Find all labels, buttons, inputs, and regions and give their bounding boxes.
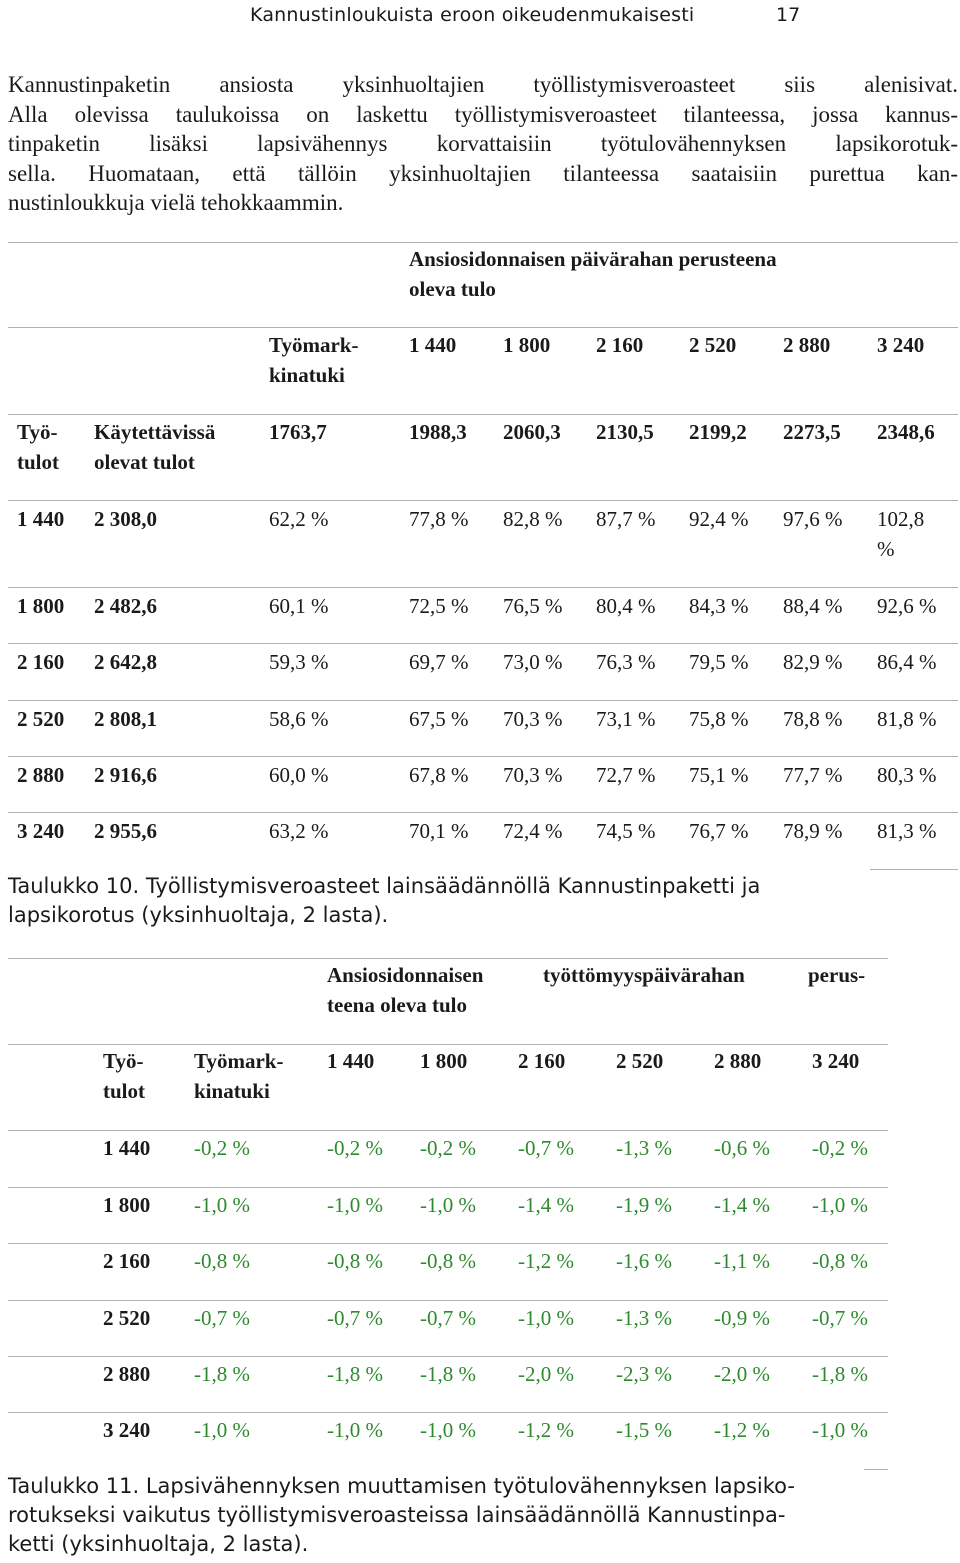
row-work-income: 2 880 xyxy=(103,1362,151,1386)
available-income-value: 1988,3 xyxy=(409,420,467,444)
row-work-income: 2 520 xyxy=(103,1306,151,1330)
rate-cell: 80,4 % xyxy=(596,594,656,618)
rate-cell: 82,9 % xyxy=(783,650,843,674)
available-income-value: 2273,5 xyxy=(783,420,841,444)
table-rule xyxy=(864,1469,888,1470)
change-cell: -1,2 % xyxy=(518,1249,574,1273)
rate-cell: 97,6 % xyxy=(783,507,843,531)
caption-line: lapsikorotus (yksinhuoltaja, 2 lasta). xyxy=(8,903,389,927)
row-work-income: 3 240 xyxy=(103,1418,151,1442)
table-rule xyxy=(8,1243,888,1244)
rate-cell: 88,4 % xyxy=(783,594,843,618)
rate-cell: 86,4 % xyxy=(877,650,937,674)
change-cell: -1,8 % xyxy=(420,1362,476,1386)
change-cell: -1,8 % xyxy=(327,1362,383,1386)
income-column-header: 1 800 xyxy=(503,333,551,357)
rate-cell: 78,8 % xyxy=(783,707,843,731)
table-rule xyxy=(8,1300,888,1301)
rate-cell: 67,5 % xyxy=(409,707,469,731)
income-column-header: 2 880 xyxy=(714,1049,762,1073)
row-work-income: 1 440 xyxy=(17,507,65,531)
row-work-income: 1 800 xyxy=(103,1193,151,1217)
income-column-header: 2 520 xyxy=(689,333,737,357)
row-work-income: 1 800 xyxy=(17,594,65,618)
income-column-header: 2 160 xyxy=(596,333,644,357)
rate-cell: 72,7 % xyxy=(596,763,656,787)
rate-cell: 79,5 % xyxy=(689,650,749,674)
tmt-rate: 58,6 % xyxy=(269,707,329,731)
tmt-change: -0,2 % xyxy=(194,1136,250,1160)
available-income-value: 2348,6 xyxy=(877,420,935,444)
body-line: Kannustinpaketin ansiosta yksinhuoltajien työllistymisveroasteet siis alenisivat. xyxy=(8,72,958,97)
tmt-rate: 62,2 % xyxy=(269,507,329,531)
body-line: Alla olevissa taulukoissa on laskettu työllistymisveroasteet tilanteessa, jossa kannus- xyxy=(8,101,958,127)
row-header-work-income: tulot xyxy=(103,1079,145,1103)
rate-cell: 76,7 % xyxy=(689,819,749,843)
table-rule xyxy=(8,1187,888,1188)
table-rule xyxy=(8,1130,888,1131)
column-group-header: perus- xyxy=(808,963,866,987)
change-cell: -0,7 % xyxy=(518,1136,574,1160)
rate-cell: 81,8 % xyxy=(877,707,937,731)
tmt-change: -1,0 % xyxy=(194,1418,250,1442)
row-available-income: 2 916,6 xyxy=(94,763,157,787)
column-group-header: työttömyyspäivärahan xyxy=(543,963,745,987)
column-group-header: Ansiosidonnaisen päivärahan perusteena xyxy=(409,247,777,271)
rate-cell: 73,0 % xyxy=(503,650,563,674)
rate-cell: 73,1 % xyxy=(596,707,656,731)
income-column-header: 3 240 xyxy=(812,1049,860,1073)
caption-line: rotukseksi vaikutus työllistymisveroasteissa lainsäädännöllä Kannustinpa- xyxy=(8,1503,786,1527)
tmt-available-income: 1763,7 xyxy=(269,420,327,444)
rate-cell: 77,8 % xyxy=(409,507,469,531)
rate-cell: 87,7 % xyxy=(596,507,656,531)
rate-cell: 84,3 % xyxy=(689,594,749,618)
row-available-income: 2 642,8 xyxy=(94,650,157,674)
change-cell: -1,3 % xyxy=(616,1306,672,1330)
column-group-header: Ansiosidonnaisen xyxy=(327,963,484,987)
change-cell: -1,6 % xyxy=(616,1249,672,1273)
row-header-available-income: olevat tulot xyxy=(94,450,195,474)
running-title: Kannustinloukuista eroon oikeudenmukaisesti xyxy=(250,4,695,26)
rate-cell: 77,7 % xyxy=(783,763,843,787)
change-cell: -0,7 % xyxy=(327,1306,383,1330)
tmt-rate: 60,1 % xyxy=(269,594,329,618)
row-header-available-income: Käytettävissä xyxy=(94,420,216,444)
tmt-change: -0,7 % xyxy=(194,1306,250,1330)
change-cell: -1,0 % xyxy=(812,1193,868,1217)
change-cell: -1,1 % xyxy=(714,1249,770,1273)
row-work-income: 3 240 xyxy=(17,819,65,843)
income-column-header: 3 240 xyxy=(877,333,925,357)
table-rule xyxy=(8,1044,888,1045)
available-income-value: 2130,5 xyxy=(596,420,654,444)
change-cell: -1,0 % xyxy=(518,1306,574,1330)
change-cell: -1,0 % xyxy=(420,1193,476,1217)
change-cell: -1,3 % xyxy=(616,1136,672,1160)
column-group-header: teena oleva tulo xyxy=(327,993,467,1017)
income-column-header: 2 520 xyxy=(616,1049,664,1073)
caption-line: Taulukko 11. Lapsivähennyksen muuttamisen työtulovähennyksen lapsiko- xyxy=(8,1474,795,1498)
table-rule xyxy=(8,958,888,959)
tmt-rate: 59,3 % xyxy=(269,650,329,674)
tmt-rate: 63,2 % xyxy=(269,819,329,843)
change-cell: -0,8 % xyxy=(420,1249,476,1273)
change-cell: -2,3 % xyxy=(616,1362,672,1386)
body-line: tinpaketin lisäksi lapsivähennys korvattaisiin työtulovähennyksen lapsikorotuk- xyxy=(8,131,958,156)
rate-cell: 75,8 % xyxy=(689,707,749,731)
rate-cell: 74,5 % xyxy=(596,819,656,843)
row-available-income: 2 482,6 xyxy=(94,594,157,618)
rate-cell: 92,4 % xyxy=(689,507,749,531)
column-header-tmt: Työmark- xyxy=(269,333,359,357)
row-work-income: 2 880 xyxy=(17,763,65,787)
change-cell: -0,8 % xyxy=(327,1249,383,1273)
change-cell: -0,8 % xyxy=(812,1249,868,1273)
rate-cell: 102,8 xyxy=(877,507,925,531)
rate-cell: 76,5 % xyxy=(503,594,563,618)
change-cell: -0,7 % xyxy=(812,1306,868,1330)
change-cell: -2,0 % xyxy=(714,1362,770,1386)
table-rule xyxy=(8,1412,888,1413)
change-cell: -1,0 % xyxy=(327,1418,383,1442)
rate-cell: 75,1 % xyxy=(689,763,749,787)
table-11-caption xyxy=(8,1472,868,1559)
change-cell: -1,9 % xyxy=(616,1193,672,1217)
row-available-income: 2 308,0 xyxy=(94,507,157,531)
row-work-income: 2 160 xyxy=(17,650,65,674)
rate-cell: 78,9 % xyxy=(783,819,843,843)
income-column-header: 2 880 xyxy=(783,333,831,357)
row-available-income: 2 955,6 xyxy=(94,819,157,843)
tmt-change: -0,8 % xyxy=(194,1249,250,1273)
change-cell: -1,2 % xyxy=(714,1418,770,1442)
rate-cell: 70,3 % xyxy=(503,763,563,787)
row-header-work-income: tulot xyxy=(17,450,59,474)
tmt-change: -1,8 % xyxy=(194,1362,250,1386)
change-cell: -1,4 % xyxy=(518,1193,574,1217)
tmt-change: -1,0 % xyxy=(194,1193,250,1217)
change-cell: -1,4 % xyxy=(714,1193,770,1217)
column-header-tmt: Työmark- xyxy=(194,1049,284,1073)
rate-cell: 81,3 % xyxy=(877,819,937,843)
rate-cell: 67,8 % xyxy=(409,763,469,787)
row-work-income: 1 440 xyxy=(103,1136,151,1160)
change-cell: -0,2 % xyxy=(812,1136,868,1160)
change-cell: -0,2 % xyxy=(420,1136,476,1160)
change-cell: -1,2 % xyxy=(518,1418,574,1442)
income-column-header: 1 440 xyxy=(327,1049,375,1073)
change-cell: -0,2 % xyxy=(327,1136,383,1160)
body-line: nustinloukkuja vielä tehokkaammin. xyxy=(8,190,344,215)
income-column-header: 2 160 xyxy=(518,1049,566,1073)
column-group-header: oleva tulo xyxy=(409,277,496,301)
body-line: sella. Huomataan, että tällöin yksinhuoltajien tilanteessa saataisiin purettua kan- xyxy=(8,160,958,186)
rate-cell: 70,1 % xyxy=(409,819,469,843)
change-cell: -0,7 % xyxy=(420,1306,476,1330)
rate-cell: 76,3 % xyxy=(596,650,656,674)
available-income-value: 2060,3 xyxy=(503,420,561,444)
rate-cell: 70,3 % xyxy=(503,707,563,731)
table-rule xyxy=(8,1356,888,1357)
rate-cell: 80,3 % xyxy=(877,763,937,787)
column-header-tmt: kinatuki xyxy=(194,1079,270,1103)
caption-line: ketti (yksinhuoltaja, 2 lasta). xyxy=(8,1532,309,1556)
change-cell: -1,5 % xyxy=(616,1418,672,1442)
change-cell: -0,6 % xyxy=(714,1136,770,1160)
tmt-rate: 60,0 % xyxy=(269,763,329,787)
rate-cell: 72,4 % xyxy=(503,819,563,843)
change-cell: -1,8 % xyxy=(812,1362,868,1386)
change-cell: -1,0 % xyxy=(420,1418,476,1442)
rate-cell: 92,6 % xyxy=(877,594,937,618)
caption-line: Taulukko 10. Työllistymisveroasteet lainsäädännöllä Kannustinpaketti ja xyxy=(8,874,761,898)
column-header-tmt: kinatuki xyxy=(269,363,345,387)
rate-cell: 72,5 % xyxy=(409,594,469,618)
rate-cell-wrap: % xyxy=(877,537,895,561)
row-work-income: 2 160 xyxy=(103,1249,151,1273)
row-header-work-income: Työ- xyxy=(103,1049,144,1073)
row-available-income: 2 808,1 xyxy=(94,707,157,731)
income-column-header: 1 800 xyxy=(420,1049,468,1073)
change-cell: -1,0 % xyxy=(327,1193,383,1217)
rate-cell: 82,8 % xyxy=(503,507,563,531)
change-cell: -2,0 % xyxy=(518,1362,574,1386)
change-cell: -1,0 % xyxy=(812,1418,868,1442)
rate-cell: 69,7 % xyxy=(409,650,469,674)
row-header-work-income: Työ- xyxy=(17,420,58,444)
change-cell: -0,9 % xyxy=(714,1306,770,1330)
page-number: 17 xyxy=(776,4,801,26)
available-income-value: 2199,2 xyxy=(689,420,747,444)
income-column-header: 1 440 xyxy=(409,333,457,357)
row-work-income: 2 520 xyxy=(17,707,65,731)
